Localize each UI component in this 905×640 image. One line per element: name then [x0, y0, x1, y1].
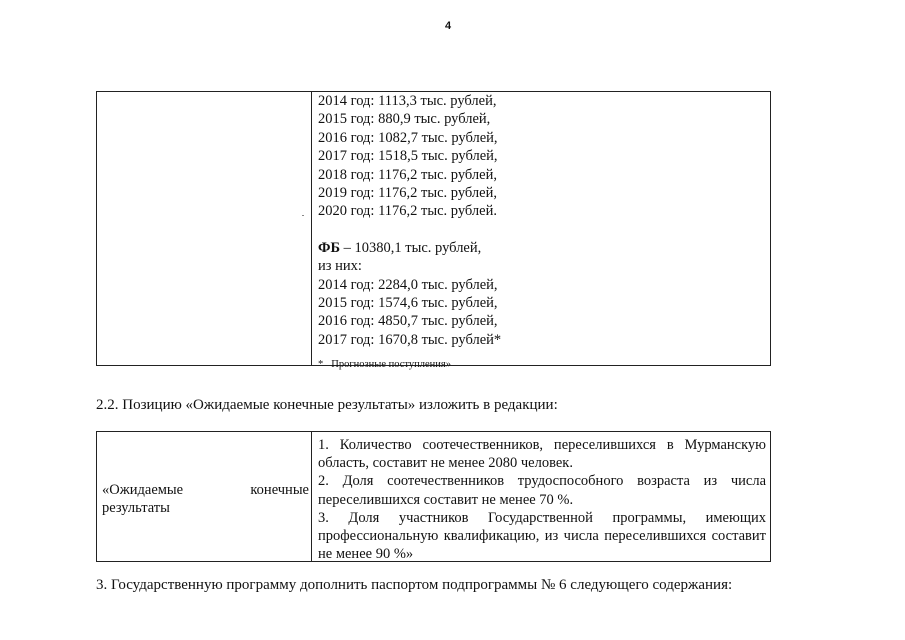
- forecast-footnote: [318, 358, 763, 371]
- federal-budget-label: ФБ: [318, 239, 341, 256]
- footnote-star: *: [318, 359, 324, 371]
- funding-line: из них:: [318, 258, 362, 275]
- expected-results-table: [96, 431, 771, 562]
- label-word-results: результаты: [102, 500, 170, 516]
- page-number: 4: [445, 20, 452, 32]
- funding-line: 2016 год: 1082,7 тыс. рублей,: [318, 129, 498, 146]
- funding-table: [96, 91, 771, 371]
- funding-line: 2017 год: 1518,5 тыс. рублей,: [318, 148, 498, 165]
- footnote-text: Прогнозные поступления»: [331, 359, 451, 371]
- section-3-paragraph: 3. Государственную программу дополнить паспортом подпрограммы № 6 следующего содержания:: [96, 577, 733, 593]
- label-word-final: конечные: [250, 482, 309, 498]
- expected-result-item: 3. Доля участников Государственной программы, имеющих профессиональную квалификацию, из числа переселившихся составит не менее 90 %»: [318, 509, 766, 563]
- section-2-2-paragraph: 2.2. Позицию «Ожидаемые конечные результаты» изложить в редакции:: [96, 397, 558, 413]
- funding-line: 2019 год: 1176,2 тыс. рублей,: [318, 185, 497, 202]
- funding-table-right-cell: [318, 92, 763, 371]
- funding-line: 2014 год: 2284,0 тыс. рублей,: [318, 276, 498, 293]
- label-word-expected: «Ожидаемые: [102, 482, 184, 498]
- federal-budget-line: [318, 239, 763, 257]
- funding-line: 2016 год: 4850,7 тыс. рублей,: [318, 313, 498, 330]
- table-column-divider: [311, 432, 312, 561]
- funding-line: 2014 год: 1113,3 тыс. рублей,: [318, 93, 497, 109]
- funding-line: 2015 год: 1574,6 тыс. рублей,: [318, 295, 498, 312]
- expected-result-item: 2. Доля соотечественников трудоспособного возраста из числа переселившихся составит не менее 70 %.: [318, 473, 766, 508]
- expected-results-content-cell: [318, 436, 766, 563]
- expected-result-item: 1. Количество соотечественников, переселившихся в Мурманскую область, составит не менее 2080 человек.: [318, 437, 766, 472]
- federal-budget-total: – 10380,1 тыс. рублей,: [340, 239, 482, 256]
- funding-line: 2018 год: 1176,2 тыс. рублей,: [318, 166, 497, 183]
- funding-line: 2015 год: 880,9 тыс. рублей,: [318, 111, 491, 128]
- scan-speck: [302, 215, 304, 216]
- funding-line: 2017 год: 1670,8 тыс. рублей*: [318, 331, 502, 348]
- table-column-divider: [311, 92, 312, 365]
- funding-line: 2020 год: 1176,2 тыс. рублей.: [318, 203, 497, 220]
- expected-results-label-cell: [102, 481, 309, 517]
